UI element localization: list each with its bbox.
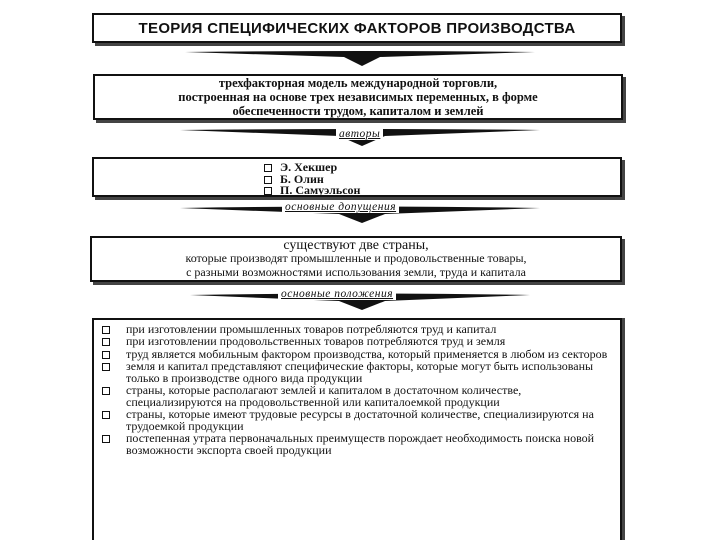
checkbox-bullet-icon bbox=[102, 411, 110, 419]
model-box bbox=[93, 74, 623, 120]
checkbox-bullet-icon bbox=[102, 435, 110, 443]
authors-label: авторы bbox=[336, 128, 383, 140]
assumption-line-3: с разными возможностями использования земли, труда и капитала bbox=[186, 264, 526, 279]
position-text: при изготовлении промышленных товаров потребляются труд и капитал bbox=[126, 322, 497, 336]
checkbox-bullet-icon bbox=[102, 387, 110, 395]
positions-box bbox=[92, 318, 622, 540]
checkbox-bullet-icon bbox=[102, 363, 110, 371]
position-text: страны, которые располагают землей и капиталом в достаточном количестве, специализируются на продовольственной или капиталоемкой продукции bbox=[126, 382, 522, 409]
arrow-connector-1 bbox=[0, 50, 720, 70]
author-name: Б. Олин bbox=[280, 171, 324, 186]
list-item bbox=[264, 185, 360, 197]
position-text: земля и капитал представляют специфические факторы, которые могут быть использованы только в производстве одного вида продукции bbox=[126, 358, 594, 385]
diagram-title: ТЕОРИЯ СПЕЦИФИЧЕСКИХ ФАКТОРОВ ПРОИЗВОДСТВА bbox=[138, 19, 576, 37]
checkbox-bullet-icon bbox=[102, 326, 110, 334]
assumption-line-2: которые производят промышленные и продовольственные товары, bbox=[185, 251, 527, 266]
authors-box bbox=[92, 157, 622, 197]
model-line-3: обеспеченности трудом, капиталом и землей bbox=[232, 104, 484, 118]
author-name: Э. Хекшер bbox=[280, 160, 338, 174]
list-item bbox=[102, 358, 612, 385]
checkbox-bullet-icon bbox=[264, 164, 272, 172]
list-item bbox=[102, 409, 612, 433]
assumptions-box bbox=[90, 236, 622, 282]
position-text: страны, которые имеют трудовые ресурсы в достаточной количестве, специализируются на трудоемкой продукции bbox=[126, 407, 594, 433]
position-text: при изготовлении продовольственных товаров потребляются труд и земля bbox=[126, 334, 506, 349]
checkbox-bullet-icon bbox=[264, 187, 272, 195]
assumption-line-1: существуют две страны, bbox=[283, 237, 429, 253]
title-box bbox=[92, 13, 622, 43]
assumptions-label: основные допущения bbox=[282, 201, 399, 213]
authors-list bbox=[264, 162, 360, 197]
model-line-1: трехфакторная модель международной торговли, bbox=[218, 76, 498, 90]
model-line-2: построенная на основе трех независимых переменных, в форме bbox=[178, 90, 538, 104]
checkbox-bullet-icon bbox=[102, 351, 110, 359]
position-text: труд является мобильным фактором производства, который применяется в любом из секторов bbox=[126, 346, 608, 361]
checkbox-bullet-icon bbox=[102, 338, 110, 346]
positions-label: основные положения bbox=[278, 288, 396, 300]
arrow-shape-1 bbox=[185, 51, 535, 66]
list-item bbox=[102, 433, 612, 457]
checkbox-bullet-icon bbox=[264, 176, 272, 184]
position-text: постепенная утрата первоначальных преимуществ порождает необходимость поиска новой возможности экспорта своей продукции bbox=[126, 431, 595, 457]
positions-list bbox=[102, 324, 612, 457]
list-item bbox=[102, 382, 612, 409]
author-name: П. Самуэльсон bbox=[280, 183, 361, 198]
